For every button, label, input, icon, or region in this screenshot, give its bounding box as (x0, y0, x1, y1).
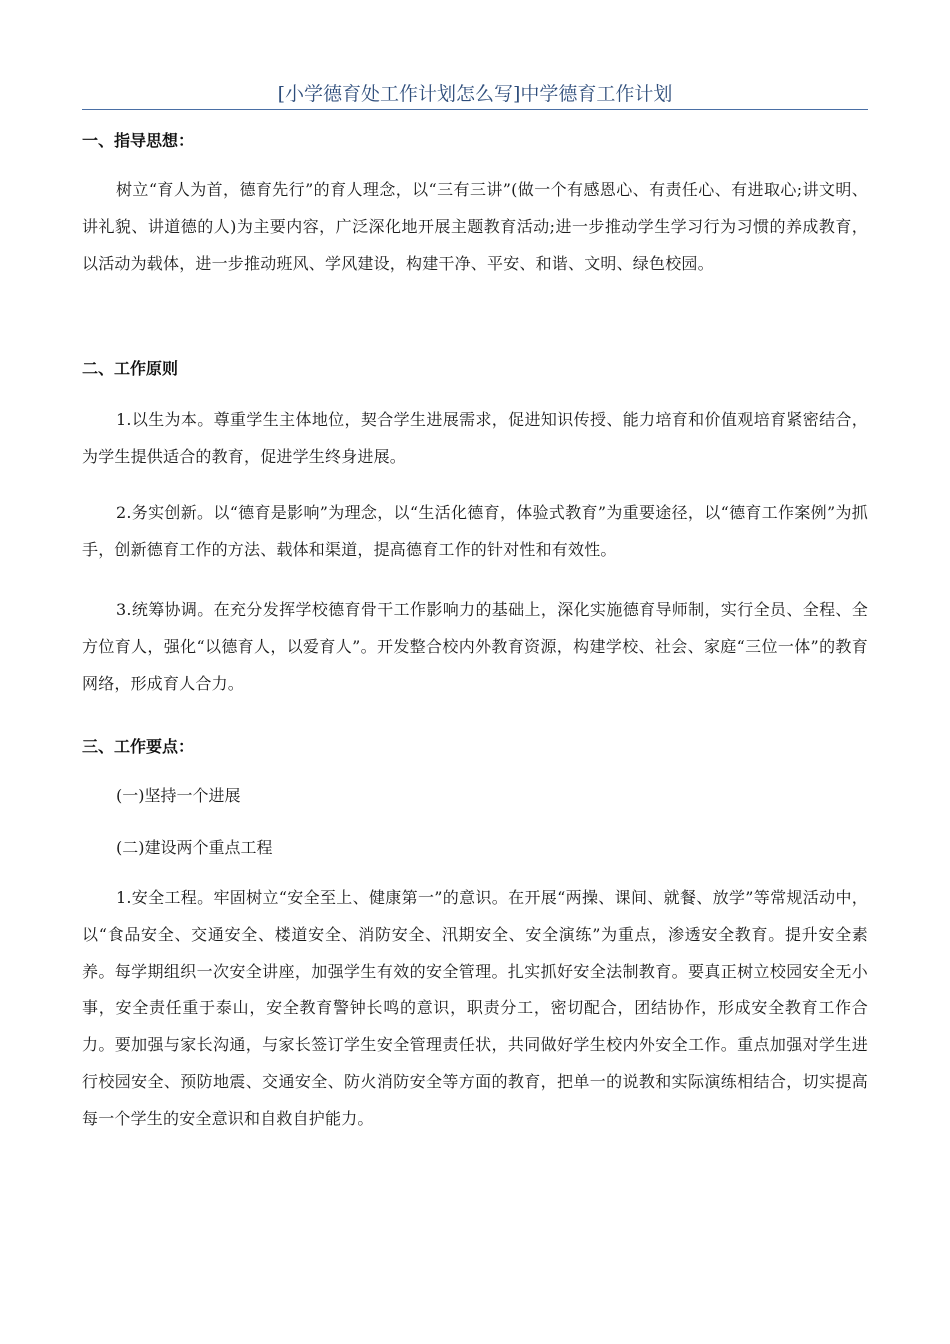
paragraph-principle-2: 2.务实创新。以“德育是影响”为理念，以“生活化德育，体验式教育”为重要途径，以“德育工作案例”为抓手，创新德育工作的方法、载体和渠道，提高德育工作的针对性和有效性。 (82, 503, 868, 559)
work-point-item-2: (二)建设两个重点工程 (116, 838, 273, 857)
paragraph-principle-3: 3.统筹协调。在充分发挥学校德育骨干工作影响力的基础上，深化实施德育导师制，实行全员、全程、全方位育人，强化“以德育人，以爱育人”。开发整合校内外教育资源，构建学校、社会、家庭“三位一体”的教育网络，形成育人合力。 (82, 600, 868, 693)
document-title: [小学德育处工作计划怎么写]中学德育工作计划 (277, 83, 673, 105)
paragraph-guiding-ideology: 树立“育人为首，德育先行”的育人理念，以“三有三讲”(做一个有感恩心、有责任心、有进取心;讲文明、讲礼貌、讲道德的人)为主要内容，广泛深化地开展主题教育活动;进一步推动学生学习行为习惯的养成教育，以活动为载体，进一步推动班风、学风建设，构建干净、平安、和谐、文明、绿色校园。 (82, 180, 868, 273)
section-heading-work-principles: 二、工作原则 (82, 359, 179, 378)
title-underline (82, 109, 868, 110)
paragraph-safety-project: 1.安全工程。牢固树立“安全至上、健康第一”的意识。在开展“两操、课间、就餐、放学”等常规活动中，以“食品安全、交通安全、楼道安全、消防安全、汛期安全、安全演练”为重点，渗透安全教育。提升安全素养。每学期组织一次安全讲座，加强学生有效的安全管理。扎实抓好安全法制教育。要真正树立校园安全无小事，安全责任重于泰山，安全教育警钟长鸣的意识，职责分工，密切配合，团结协作，形成安全教育工作合力。要加强与家长沟通，与家长签订学生安全管理责任状，共同做好学生校内外安全工作。重点加强对学生进行校园安全、预防地震、交通安全、防火消防安全等方面的教育，把单一的说教和实际演练相结合，切实提高每一个学生的安全意识和自救自护能力。 (82, 888, 868, 1128)
section-heading-work-points: 三、工作要点： (82, 737, 195, 756)
paragraph-principle-1: 1.以生为本。尊重学生主体地位，契合学生进展需求，促进知识传授、能力培育和价值观培育紧密结合，为学生提供适合的教育，促进学生终身进展。 (82, 410, 868, 466)
section-heading-guiding-ideology: 一、指导思想： (82, 131, 195, 150)
work-point-item-1: (一)坚持一个进展 (116, 786, 241, 805)
